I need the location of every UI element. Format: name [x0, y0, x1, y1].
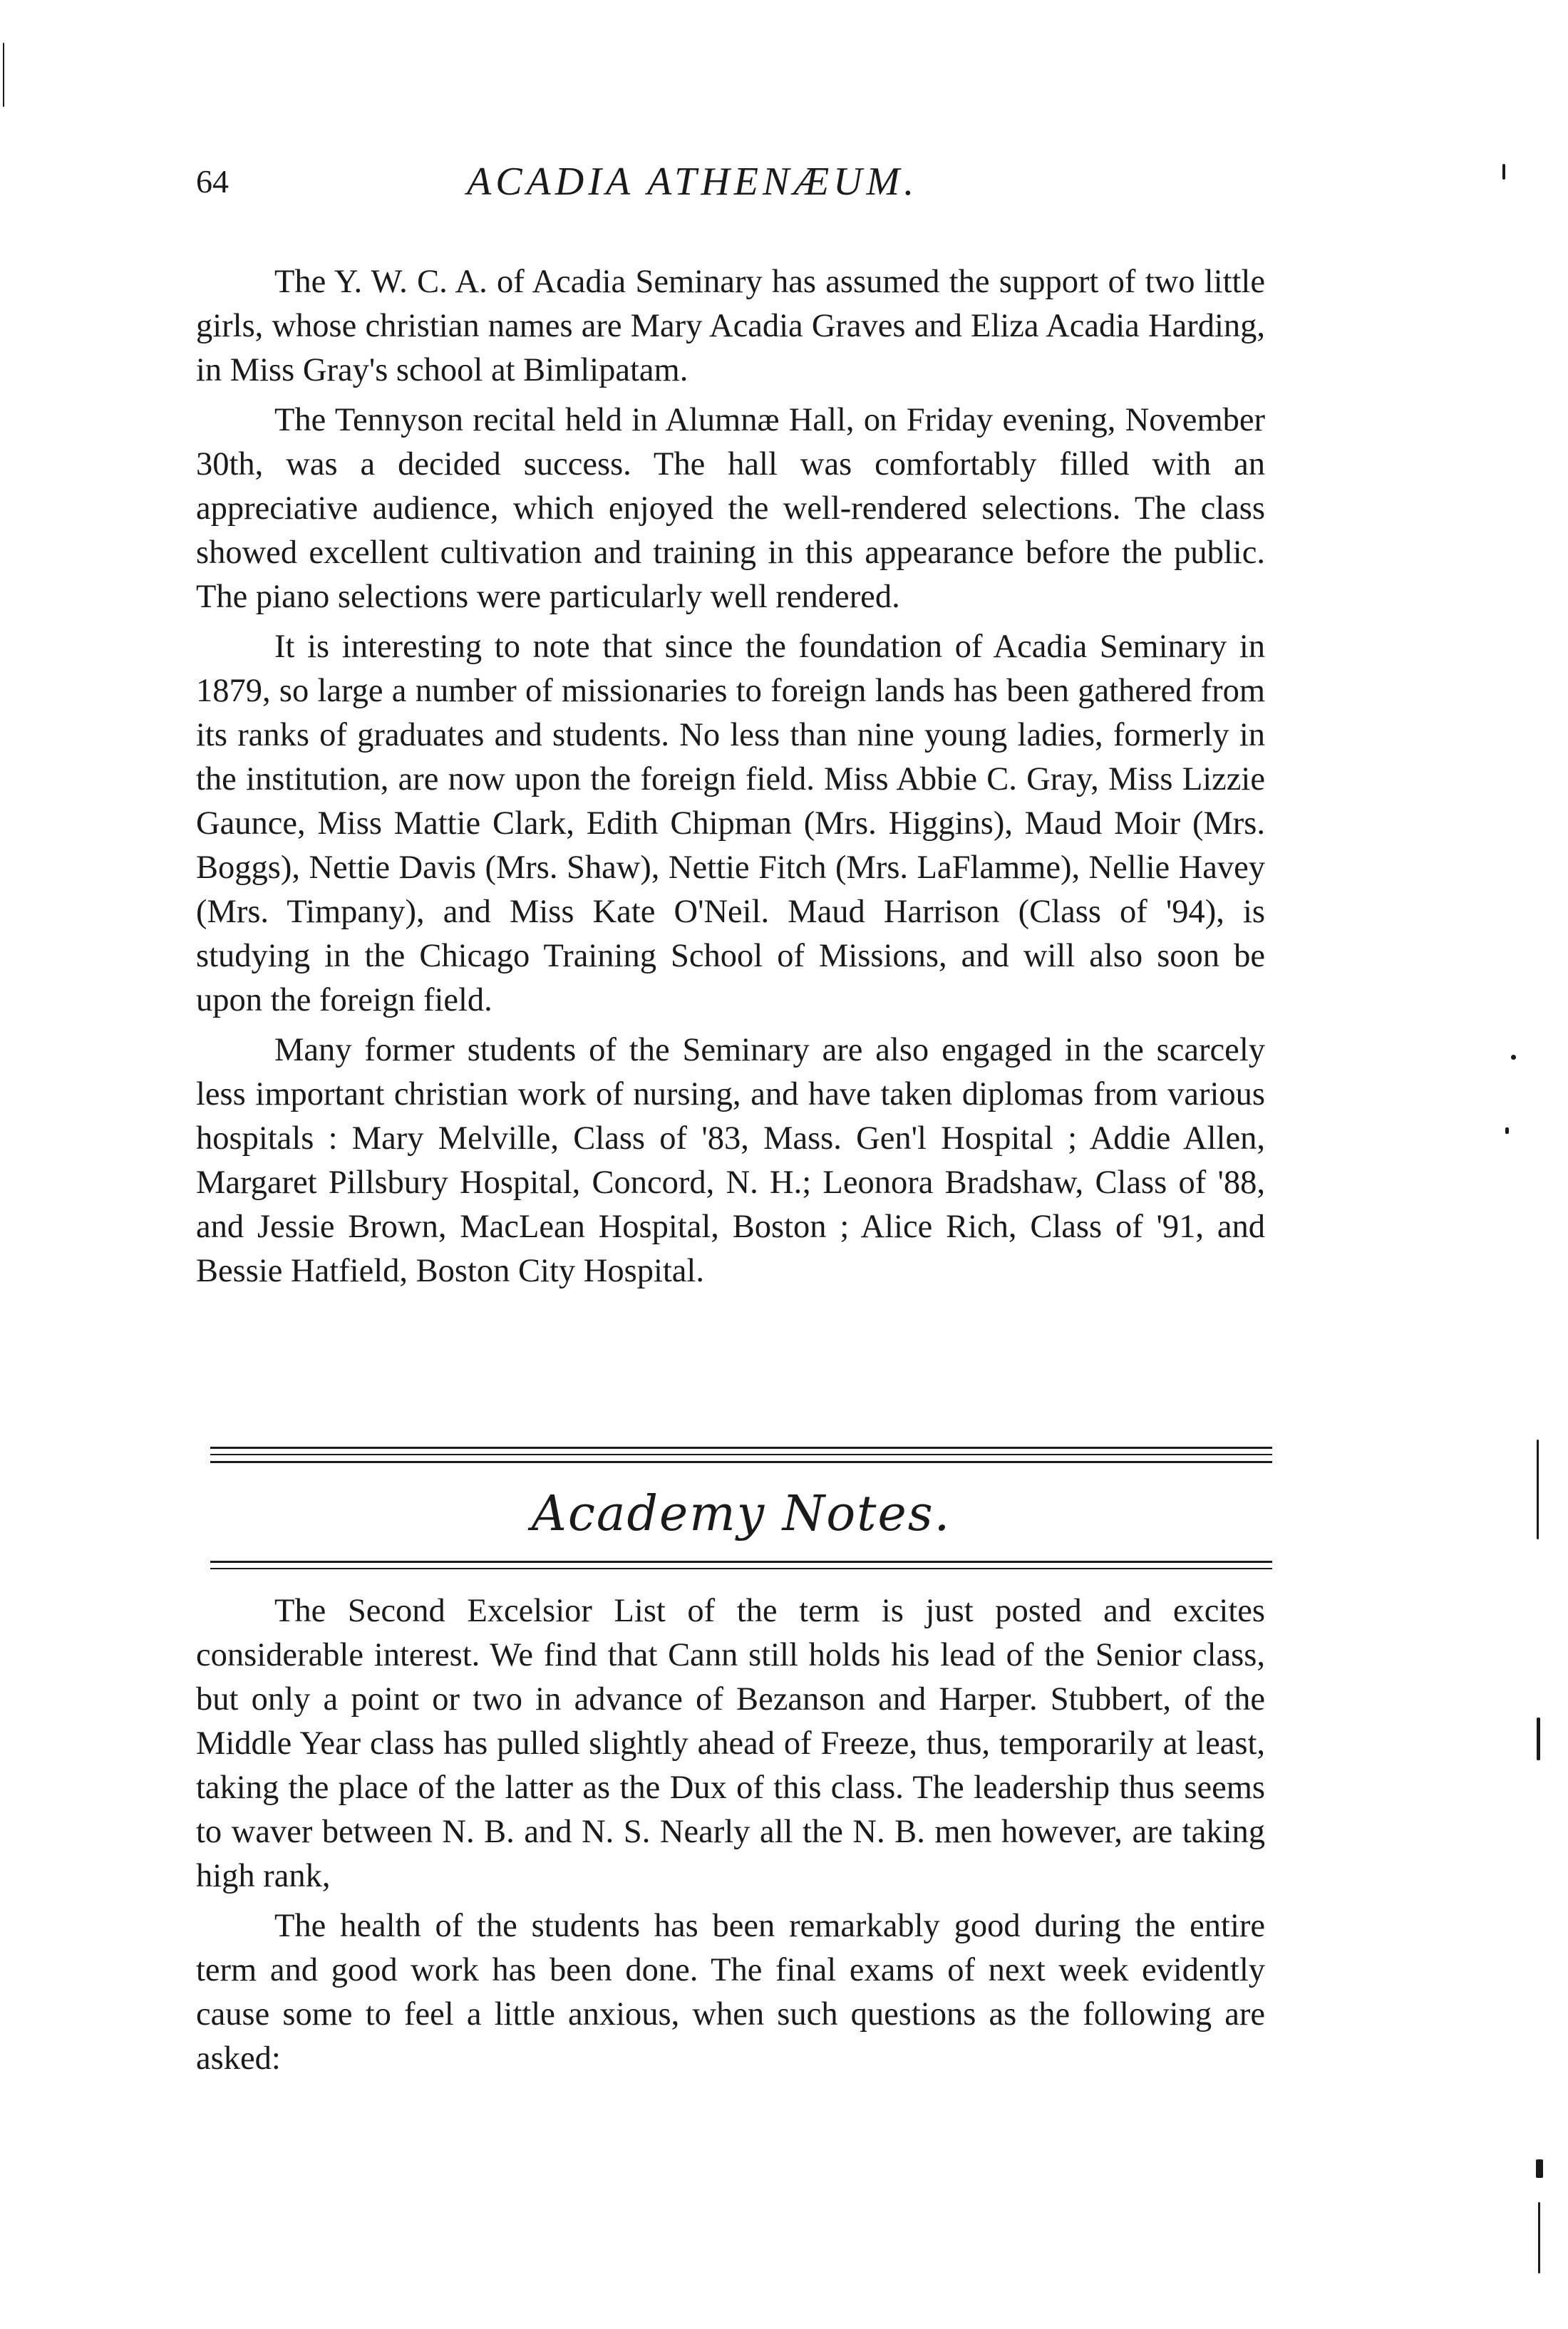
section-heading: Academy Notes.: [531, 1486, 951, 1542]
scan-speck: [1502, 164, 1505, 180]
paragraph-excelsior-list: The Second Excelsior List of the term is just posted and excites considerable interest. We find that Cann still holds his lead of the Senior class, but only a point or two in advance of Bezanson and Harper. Stubbert, of the Middle Year class has pulled slightly ahead of Freeze, thus, temporarily at least, taking the place of the latter as the Dux of this class. The leadership thus seems to waver between N. B. and N. S. Nearly all the N. B. men however, are taking high rank,: [196, 1593, 1265, 1894]
article-body: [196, 260, 1265, 1299]
divider-rule: [210, 1454, 1272, 1455]
journal-title: ACADIA ATHENÆUM.: [467, 160, 919, 204]
scan-speck: [1537, 1718, 1540, 1760]
divider-rule: [210, 1461, 1272, 1463]
section-body: [196, 1589, 1265, 2087]
paragraph-nursing: Many former students of the Seminary are also engaged in the scarcely less important christian work of nursing, and have taken diplomas from various hospitals : Mary Melville, Class of '83, Mass. Gen'l Hospital ; Addie Allen, Margaret Pillsbury Hospital, Concord, N. H.; Leonora Bradshaw, Class of '88, and Jessie Brown, MacLean Hospital, Boston ; Alice Rich, Class of '91, and Bessie Hatfield, Boston City Hospital.: [196, 1032, 1265, 1289]
running-head: [196, 153, 1265, 210]
paragraph-student-health: The health of the students has been remarkably good during the entire term and good work has been done. The final exams of next week evidently cause some to feel a little anxious, when such questions as the following are asked:: [196, 1908, 1265, 2077]
scan-speck: [1511, 1055, 1516, 1060]
scan-speck: [3, 43, 4, 107]
paragraph-ywca: The Y. W. C. A. of Acadia Seminary has assumed the support of two little girls, whose christian names are Mary Acadia Graves and Eliza Acadia Harding, in Miss Gray's school at Bimlipatam.: [196, 264, 1265, 388]
divider-rule: [210, 1568, 1272, 1569]
scan-speck: [1505, 1127, 1509, 1134]
divider-rule: [210, 1561, 1272, 1563]
divider-rule: [210, 1447, 1272, 1449]
scan-speck: [1538, 2202, 1540, 2273]
scan-speck: [1536, 2159, 1543, 2178]
page-number: 64: [196, 163, 229, 200]
paragraph-tennyson-recital: The Tennyson recital held in Alumnæ Hall, on Friday evening, November 30th, was a decided success. The hall was comfortably filled with an appreciative audience, which enjoyed the well-rendered selections. The class showed excellent cultivation and training in this appearance before the public. The piano selections were particularly well rendered.: [196, 402, 1265, 615]
paragraph-missionaries: It is interesting to note that since the foundation of Acadia Seminary in 1879, so large a number of missionaries to foreign lands has been gathered from its ranks of graduates and students. No less than nine young ladies, formerly in the institution, are now upon the foreign field. Miss Abbie C. Gray, Miss Lizzie Gaunce, Miss Mattie Clark, Edith Chipman (Mrs. Higgins), Maud Moir (Mrs. Boggs), Nettie Davis (Mrs. Shaw), Nettie Fitch (Mrs. LaFlamme), Nellie Havey (Mrs. Timpany), and Miss Kate O'Neil. Maud Harrison (Class of '94), is studying in the Chicago Training School of Missions, and will also soon be upon the foreign field.: [196, 629, 1265, 1018]
scan-speck: [1537, 1440, 1539, 1539]
